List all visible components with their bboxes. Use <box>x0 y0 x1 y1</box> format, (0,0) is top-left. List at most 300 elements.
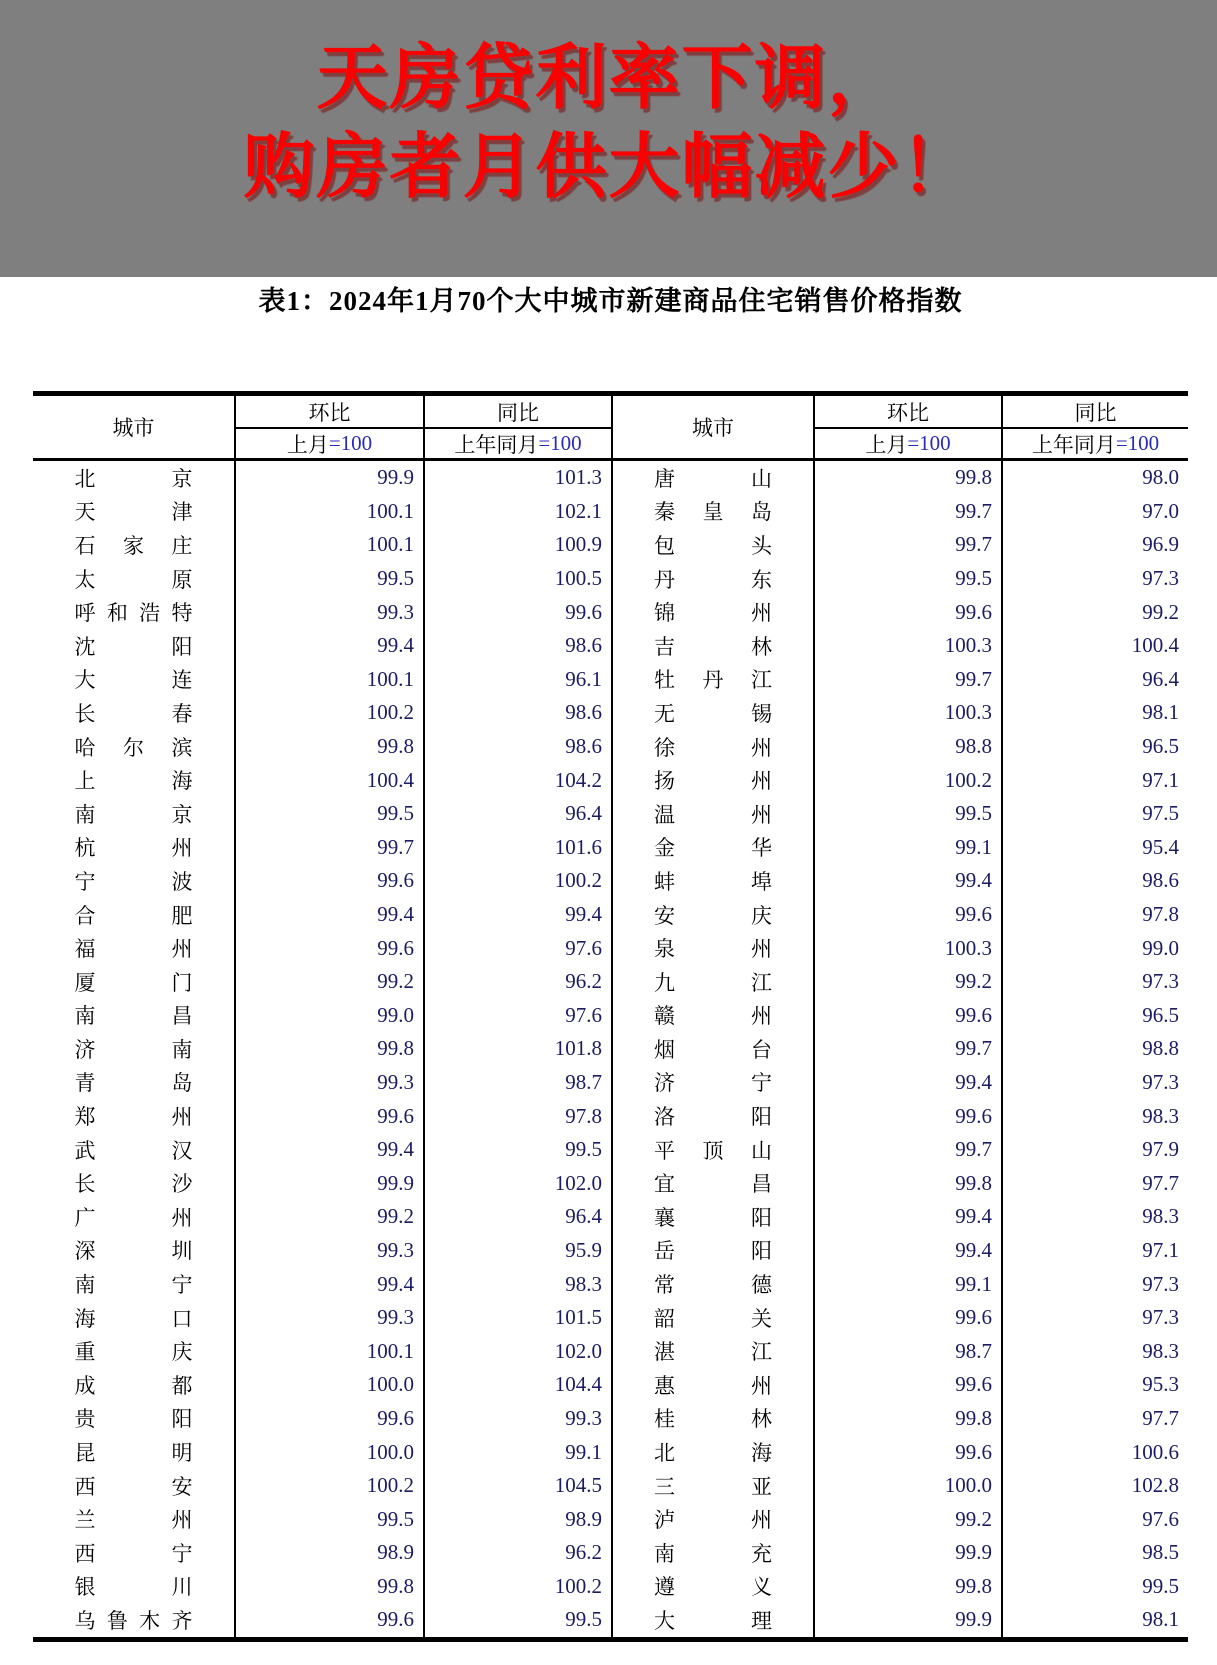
yoy-value: 99.3 <box>425 1402 613 1436</box>
city-name: 上海 <box>74 769 193 794</box>
city-cell <box>33 1402 236 1436</box>
yoy-value: 102.0 <box>425 1334 613 1368</box>
mom-value: 98.8 <box>815 730 1003 764</box>
mom-value: 99.4 <box>815 1200 1003 1234</box>
mom-value: 99.8 <box>815 461 1003 495</box>
mom-value: 100.1 <box>236 528 425 562</box>
yoy-value: 101.5 <box>425 1301 613 1335</box>
column-header-mom-right-label: 环比 <box>887 400 929 425</box>
mom-value: 99.2 <box>236 1200 425 1234</box>
mom-value: 99.7 <box>236 831 425 865</box>
yoy-value: 99.1 <box>425 1435 613 1469</box>
mom-value: 99.4 <box>815 1234 1003 1268</box>
city-name: 泸州 <box>654 1508 772 1533</box>
yoy-value: 102.0 <box>425 1166 613 1200</box>
yoy-value: 104.5 <box>425 1469 613 1503</box>
yoy-value: 97.8 <box>425 1099 613 1133</box>
city-cell <box>613 1603 815 1637</box>
city-cell <box>33 1200 236 1234</box>
yoy-value: 98.8 <box>1142 1036 1179 1061</box>
subheader-mom-right-suffix: =100 <box>907 431 951 455</box>
city-name: 韶关 <box>654 1306 772 1331</box>
mom-value: 99.6 <box>815 1435 1003 1469</box>
city-cell <box>33 1133 236 1167</box>
yoy-value: 97.6 <box>425 999 613 1033</box>
mom-value: 99.1 <box>815 1267 1003 1301</box>
headline-line1: 天房贷利率下调， <box>316 39 901 118</box>
mom-value: 99.5 <box>236 1502 425 1536</box>
city-cell <box>33 1234 236 1268</box>
yoy-value: 101.8 <box>425 1032 613 1066</box>
yoy-value: 96.5 <box>1142 1002 1179 1027</box>
city-cell <box>33 864 236 898</box>
city-cell <box>613 965 815 999</box>
mom-value: 100.3 <box>815 696 1003 730</box>
city-name: 乌鲁木齐 <box>74 1608 193 1633</box>
city-cell <box>613 562 815 596</box>
mom-value: 99.4 <box>815 864 1003 898</box>
yoy-value: 98.6 <box>425 730 613 764</box>
headline-banner <box>0 0 1217 277</box>
yoy-value: 97.9 <box>1142 1137 1179 1162</box>
city-name: 武汉 <box>74 1138 193 1163</box>
subheader-mom-right <box>815 429 1003 461</box>
yoy-value: 97.1 <box>1142 767 1179 792</box>
city-name: 昆明 <box>74 1441 193 1466</box>
city-name: 安庆 <box>654 903 772 928</box>
mom-value: 100.1 <box>236 663 425 697</box>
city-name: 太原 <box>74 567 193 592</box>
yoy-value: 97.1 <box>1142 1237 1179 1262</box>
mom-value: 100.0 <box>236 1435 425 1469</box>
city-cell <box>33 1066 236 1100</box>
city-name: 惠州 <box>654 1373 772 1398</box>
mom-value: 99.6 <box>236 931 425 965</box>
city-name: 杭州 <box>74 836 193 861</box>
city-cell <box>613 696 815 730</box>
subheader-yoy-right-prefix: 上年同月 <box>1031 432 1116 457</box>
city-name: 平顶山 <box>654 1138 772 1163</box>
city-name: 常德 <box>654 1273 772 1298</box>
yoy-value: 96.9 <box>1142 532 1179 557</box>
city-name: 青岛 <box>74 1071 193 1096</box>
yoy-value: 99.5 <box>1142 1573 1179 1598</box>
yoy-value: 98.0 <box>1142 465 1179 490</box>
city-cell <box>613 1066 815 1100</box>
city-name: 兰州 <box>74 1508 193 1533</box>
mom-value: 100.4 <box>236 763 425 797</box>
mom-value: 99.5 <box>815 562 1003 596</box>
mom-value: 99.8 <box>236 1032 425 1066</box>
yoy-value: 100.4 <box>1131 633 1179 658</box>
mom-value: 99.5 <box>236 797 425 831</box>
column-header-yoy-left-label: 同比 <box>497 400 539 425</box>
city-name: 深圳 <box>74 1239 193 1264</box>
yoy-value: 96.4 <box>425 1200 613 1234</box>
mom-value: 99.9 <box>815 1603 1003 1637</box>
mom-value: 99.3 <box>236 1301 425 1335</box>
yoy-value: 97.6 <box>1142 1506 1179 1531</box>
yoy-value: 96.5 <box>1142 734 1179 759</box>
yoy-value: 96.1 <box>425 663 613 697</box>
mom-value: 99.6 <box>815 595 1003 629</box>
city-name: 呼和浩特 <box>74 601 193 626</box>
city-cell <box>33 831 236 865</box>
city-name: 遵义 <box>654 1575 772 1600</box>
yoy-value: 97.7 <box>1142 1405 1179 1430</box>
city-cell <box>613 1469 815 1503</box>
mom-value: 99.6 <box>236 1402 425 1436</box>
city-cell <box>613 1301 815 1335</box>
city-cell <box>613 663 815 697</box>
city-cell <box>33 461 236 495</box>
city-name: 丹东 <box>654 567 772 592</box>
city-cell <box>33 663 236 697</box>
city-name: 南京 <box>74 802 193 827</box>
subheader-yoy-left-suffix: =100 <box>538 431 582 455</box>
city-name: 南宁 <box>74 1273 193 1298</box>
city-name: 包头 <box>654 533 772 558</box>
city-cell <box>33 696 236 730</box>
city-name: 北京 <box>74 466 193 491</box>
yoy-value: 97.3 <box>1142 566 1179 591</box>
yoy-value: 98.1 <box>1142 1607 1179 1632</box>
mom-value: 99.6 <box>815 1368 1003 1402</box>
yoy-value: 98.3 <box>1142 1103 1179 1128</box>
mom-value: 99.6 <box>815 999 1003 1033</box>
mom-value: 99.6 <box>815 1099 1003 1133</box>
yoy-value: 96.4 <box>1142 666 1179 691</box>
city-name: 泉州 <box>654 937 772 962</box>
city-name: 徐州 <box>654 735 772 760</box>
city-cell <box>613 931 815 965</box>
mom-value: 99.6 <box>236 1603 425 1637</box>
city-cell <box>33 763 236 797</box>
city-name: 牡丹江 <box>654 668 772 693</box>
city-name: 南昌 <box>74 1004 193 1029</box>
city-name: 温州 <box>654 802 772 827</box>
yoy-value: 104.2 <box>425 763 613 797</box>
column-header-yoy-right <box>1003 396 1188 429</box>
city-name: 宁波 <box>74 869 193 894</box>
yoy-value: 97.8 <box>1142 902 1179 927</box>
mom-value: 99.2 <box>815 965 1003 999</box>
yoy-value: 99.4 <box>425 898 613 932</box>
mom-value: 100.1 <box>236 1334 425 1368</box>
city-name: 烟台 <box>654 1037 772 1062</box>
city-cell <box>613 528 815 562</box>
yoy-value: 100.9 <box>425 528 613 562</box>
mom-value: 99.9 <box>815 1536 1003 1570</box>
mom-value: 99.4 <box>236 898 425 932</box>
yoy-value: 101.3 <box>425 461 613 495</box>
yoy-value: 99.6 <box>425 595 613 629</box>
city-cell <box>33 1334 236 1368</box>
mom-value: 99.6 <box>236 1099 425 1133</box>
subheader-yoy-right <box>1003 429 1188 461</box>
column-header-city-right <box>613 396 815 461</box>
yoy-value: 100.6 <box>1131 1439 1179 1464</box>
city-cell <box>613 730 815 764</box>
city-cell <box>33 1435 236 1469</box>
city-cell <box>613 1200 815 1234</box>
mom-value: 99.6 <box>815 898 1003 932</box>
mom-value: 99.7 <box>815 1133 1003 1167</box>
mom-value: 99.4 <box>236 1133 425 1167</box>
yoy-value: 98.6 <box>425 696 613 730</box>
column-header-yoy-right-label: 同比 <box>1074 400 1117 425</box>
city-cell <box>613 1133 815 1167</box>
mom-value: 98.9 <box>236 1536 425 1570</box>
city-cell <box>33 1301 236 1335</box>
column-header-city-left <box>33 396 236 461</box>
city-name: 锦州 <box>654 601 772 626</box>
mom-value: 99.4 <box>236 629 425 663</box>
yoy-value: 104.4 <box>425 1368 613 1402</box>
city-name: 桂林 <box>654 1407 772 1432</box>
mom-value: 99.6 <box>236 864 425 898</box>
city-name: 厦门 <box>74 970 193 995</box>
city-cell <box>613 1536 815 1570</box>
yoy-value: 97.6 <box>425 931 613 965</box>
city-cell <box>613 1570 815 1604</box>
city-cell <box>33 965 236 999</box>
city-cell <box>613 1234 815 1268</box>
city-cell <box>33 495 236 529</box>
column-header-city-left-label: 城市 <box>112 416 155 440</box>
mom-value: 99.5 <box>236 562 425 596</box>
mom-value: 100.1 <box>236 495 425 529</box>
city-cell <box>33 1267 236 1301</box>
mom-value: 99.6 <box>815 1301 1003 1335</box>
city-name: 湛江 <box>654 1340 772 1365</box>
table-title: 表1：2024年1月70个大中城市新建商品住宅销售价格指数 <box>258 286 963 316</box>
city-cell <box>33 629 236 663</box>
city-cell <box>613 1334 815 1368</box>
subheader-mom-left-suffix: =100 <box>328 431 373 455</box>
column-header-mom-left <box>236 396 425 429</box>
subheader-mom-right-prefix: 上月 <box>865 432 908 457</box>
city-name: 西宁 <box>74 1541 193 1566</box>
city-name: 合肥 <box>74 903 193 928</box>
city-name: 成都 <box>74 1373 193 1398</box>
city-name: 蚌埠 <box>654 869 772 894</box>
city-name: 大连 <box>74 668 193 693</box>
city-name: 天津 <box>74 500 193 525</box>
city-name: 洛阳 <box>654 1105 772 1130</box>
yoy-value: 96.2 <box>425 965 613 999</box>
mom-value: 98.7 <box>815 1334 1003 1368</box>
city-cell <box>33 931 236 965</box>
city-cell <box>613 1502 815 1536</box>
mom-value: 99.8 <box>815 1570 1003 1604</box>
city-cell <box>33 562 236 596</box>
city-name: 金华 <box>654 836 772 861</box>
column-header-city-right-label: 城市 <box>692 416 734 440</box>
city-name: 重庆 <box>74 1340 193 1365</box>
city-cell <box>33 797 236 831</box>
city-cell <box>613 495 815 529</box>
subheader-yoy-left-prefix: 上年同月 <box>454 432 539 457</box>
headline-line2: 购房者月供大幅减少！ <box>243 128 974 207</box>
city-name: 大理 <box>654 1608 772 1633</box>
mom-value: 99.8 <box>236 730 425 764</box>
city-cell <box>33 1570 236 1604</box>
city-cell <box>33 1032 236 1066</box>
city-cell <box>33 1536 236 1570</box>
city-name: 赣州 <box>654 1004 772 1029</box>
mom-value: 99.7 <box>815 495 1003 529</box>
city-name: 秦皇岛 <box>654 500 772 525</box>
yoy-value: 99.5 <box>425 1133 613 1167</box>
yoy-value: 97.3 <box>1142 1069 1179 1094</box>
yoy-value: 98.1 <box>1142 700 1179 725</box>
city-name: 贵阳 <box>74 1407 193 1432</box>
mom-value: 99.7 <box>815 1032 1003 1066</box>
mom-value: 99.9 <box>236 1166 425 1200</box>
mom-value: 99.3 <box>236 595 425 629</box>
column-header-yoy-left <box>425 396 613 429</box>
city-name: 海口 <box>74 1306 193 1331</box>
mom-value: 100.2 <box>236 696 425 730</box>
city-cell <box>33 1099 236 1133</box>
city-cell <box>613 1368 815 1402</box>
city-cell <box>613 831 815 865</box>
city-name: 广州 <box>74 1205 193 1230</box>
city-name: 唐山 <box>654 466 772 491</box>
mom-value: 99.8 <box>815 1166 1003 1200</box>
city-name: 宜昌 <box>654 1172 772 1197</box>
mom-value: 99.5 <box>815 797 1003 831</box>
city-name: 襄阳 <box>654 1205 772 1230</box>
city-name: 沈阳 <box>74 634 193 659</box>
city-cell <box>613 763 815 797</box>
mom-value: 99.0 <box>236 999 425 1033</box>
city-cell <box>613 461 815 495</box>
city-cell <box>613 595 815 629</box>
column-header-mom-right <box>815 396 1003 429</box>
column-header-mom-left-label: 环比 <box>308 400 351 425</box>
mom-value: 99.7 <box>815 663 1003 697</box>
yoy-value: 97.7 <box>1142 1170 1179 1195</box>
city-cell <box>613 629 815 663</box>
city-name: 银川 <box>74 1575 193 1600</box>
subheader-yoy-right-suffix: =100 <box>1115 431 1160 455</box>
city-cell <box>613 864 815 898</box>
mom-value: 99.8 <box>815 1402 1003 1436</box>
city-cell <box>33 595 236 629</box>
yoy-value: 98.9 <box>425 1502 613 1536</box>
subheader-mom-left <box>236 429 425 461</box>
yoy-value: 98.3 <box>1142 1338 1179 1363</box>
mom-value: 99.7 <box>815 528 1003 562</box>
yoy-value: 101.6 <box>425 831 613 865</box>
yoy-value: 100.2 <box>425 864 613 898</box>
city-cell <box>33 528 236 562</box>
yoy-value: 98.6 <box>425 629 613 663</box>
city-name: 济南 <box>74 1037 193 1062</box>
city-cell <box>613 898 815 932</box>
yoy-value: 97.3 <box>1142 1271 1179 1296</box>
price-index-table <box>33 391 1188 1642</box>
city-cell <box>33 1603 236 1637</box>
yoy-value: 96.2 <box>425 1536 613 1570</box>
city-name: 郑州 <box>74 1105 193 1130</box>
city-cell <box>613 1435 815 1469</box>
mom-value: 100.2 <box>236 1469 425 1503</box>
mom-value: 100.3 <box>815 629 1003 663</box>
city-name: 福州 <box>74 937 193 962</box>
city-name: 吉林 <box>654 634 772 659</box>
yoy-value: 96.4 <box>425 797 613 831</box>
yoy-value: 95.4 <box>1142 834 1179 859</box>
yoy-value: 102.8 <box>1131 1473 1179 1498</box>
city-cell <box>613 797 815 831</box>
yoy-value: 100.2 <box>425 1570 613 1604</box>
yoy-value: 95.9 <box>425 1234 613 1268</box>
yoy-value: 99.5 <box>425 1603 613 1637</box>
mom-value: 100.0 <box>236 1368 425 1402</box>
mom-value: 99.8 <box>236 1570 425 1604</box>
yoy-value: 99.0 <box>1142 935 1179 960</box>
yoy-value: 98.7 <box>425 1066 613 1100</box>
yoy-value: 98.5 <box>1142 1540 1179 1565</box>
subheader-mom-left-prefix: 上月 <box>286 432 329 457</box>
yoy-value: 97.3 <box>1142 1305 1179 1330</box>
city-name: 哈尔滨 <box>74 735 193 760</box>
city-name: 济宁 <box>654 1071 772 1096</box>
mom-value: 99.3 <box>236 1066 425 1100</box>
mom-value: 99.4 <box>236 1267 425 1301</box>
city-name: 无锡 <box>654 701 772 726</box>
city-cell <box>33 999 236 1033</box>
city-name: 长沙 <box>74 1172 193 1197</box>
mom-value: 99.2 <box>815 1502 1003 1536</box>
subheader-yoy-left <box>425 429 613 461</box>
city-cell <box>613 1099 815 1133</box>
city-name: 北海 <box>654 1441 772 1466</box>
yoy-value: 98.3 <box>425 1267 613 1301</box>
city-cell <box>613 1267 815 1301</box>
mom-value: 100.0 <box>815 1469 1003 1503</box>
yoy-value: 98.3 <box>1142 1204 1179 1229</box>
mom-value: 100.3 <box>815 931 1003 965</box>
city-cell <box>33 730 236 764</box>
yoy-value: 97.5 <box>1142 801 1179 826</box>
city-name: 长春 <box>74 701 193 726</box>
city-name: 石家庄 <box>74 533 193 558</box>
city-name: 扬州 <box>654 769 772 794</box>
yoy-value: 97.0 <box>1142 498 1179 523</box>
city-name: 西安 <box>74 1474 193 1499</box>
city-name: 岳阳 <box>654 1239 772 1264</box>
mom-value: 99.2 <box>236 965 425 999</box>
mom-value: 99.1 <box>815 831 1003 865</box>
city-cell <box>33 1469 236 1503</box>
city-cell <box>33 1166 236 1200</box>
yoy-value: 100.5 <box>425 562 613 596</box>
city-cell <box>613 999 815 1033</box>
city-name: 南充 <box>654 1541 772 1566</box>
city-name: 九江 <box>654 970 772 995</box>
yoy-value: 99.2 <box>1142 599 1179 624</box>
yoy-value: 95.3 <box>1142 1372 1179 1397</box>
city-cell <box>613 1166 815 1200</box>
mom-value: 99.3 <box>236 1234 425 1268</box>
city-cell <box>613 1032 815 1066</box>
city-cell <box>613 1402 815 1436</box>
city-cell <box>33 1368 236 1402</box>
